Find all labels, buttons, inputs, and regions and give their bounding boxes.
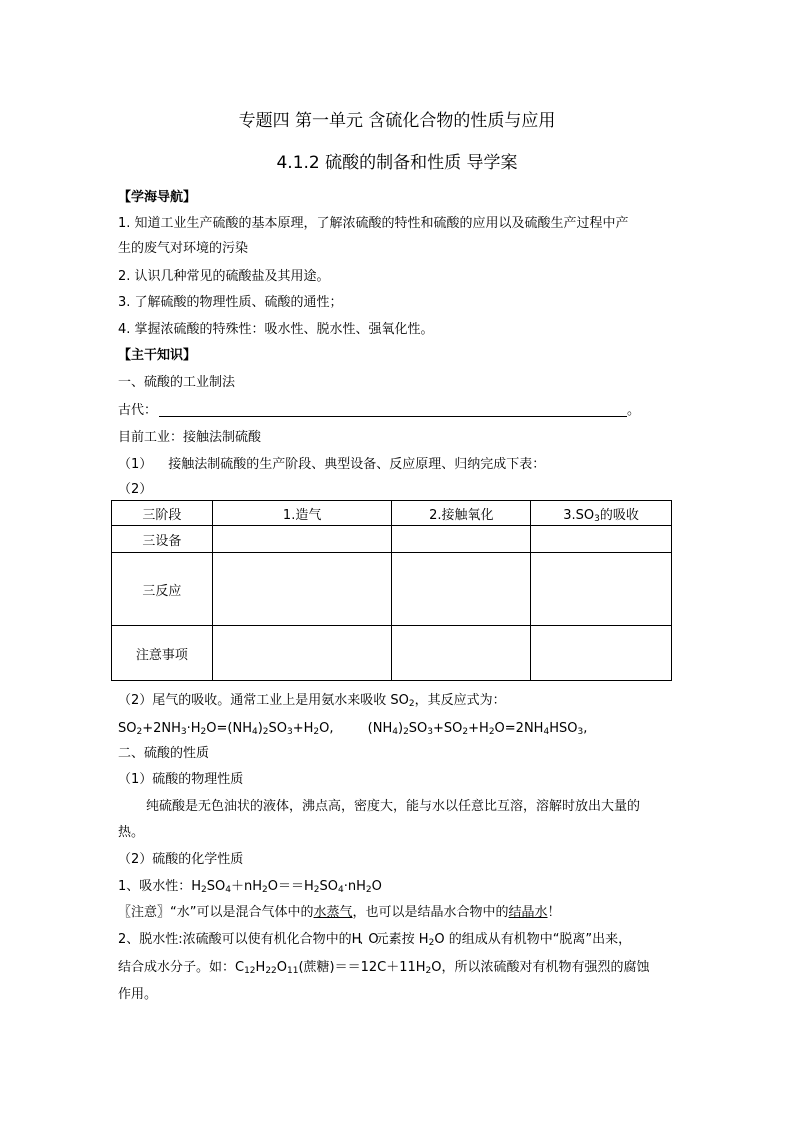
guide-item-1-line-1: 1. 知道工业生产硫酸的基本原理，了解浓硫酸的特性和硫酸的应用以及硫酸生产过程中产: [118, 216, 629, 231]
table-cell[interactable]: [392, 526, 531, 553]
eq-text: +SO: [433, 721, 463, 736]
ancient-end: 。: [627, 403, 641, 418]
header-subscript: 3: [594, 513, 600, 524]
step-1-number: （1）: [118, 457, 153, 472]
dehydr-text: 元素按 H: [375, 932, 429, 947]
eq-text: SO: [206, 879, 226, 894]
subscript: 2: [136, 727, 143, 737]
subscript: 4: [251, 727, 258, 737]
subscript: 2: [425, 966, 432, 976]
subscript: 4: [392, 727, 398, 737]
physical-line-1: 纯硫酸是无色油状的液体，沸点高，密度大，能与水以任意比互溶，溶解时放出大量的: [146, 799, 641, 814]
eq-text: SO: [319, 879, 338, 894]
table-header-cell: 1.造气: [212, 501, 392, 526]
table-cell[interactable]: [212, 526, 392, 553]
dehydration-line-3: 作用。: [118, 987, 158, 1002]
note-line: [118, 904, 561, 922]
subscript: 3: [577, 727, 584, 737]
equation-1: [118, 721, 334, 736]
subscript: 2: [488, 727, 495, 737]
eq-text: O=(NH: [206, 721, 252, 736]
physical-line-2: 热。: [118, 825, 145, 840]
page-title: 专题四 第一单元 含硫化合物的性质与应用: [238, 111, 556, 131]
eq-text: ,: [583, 721, 588, 736]
eq-text: O: [371, 879, 382, 894]
note-crystal-water: 结晶水: [508, 905, 548, 920]
eq-text: +H: [292, 721, 314, 736]
guide-item-2: 2. 认识几种常见的硫酸盐及其用途。: [118, 269, 330, 284]
fill-blank[interactable]: [159, 402, 627, 417]
subscript: 2: [200, 727, 207, 737]
table-row: [112, 553, 672, 626]
step-2-number: （2）: [118, 482, 153, 497]
tail-gas-line: [118, 692, 506, 710]
step-1-line: [118, 456, 545, 474]
row-label: 三反应: [112, 553, 213, 626]
section-2-heading: 二、硫酸的性质: [118, 746, 210, 761]
subscript: 2: [313, 727, 320, 737]
table-header-cell: 三阶段: [112, 501, 213, 526]
subscript: 2: [201, 885, 207, 895]
main-heading: 【主干知识】: [118, 348, 197, 363]
table-cell[interactable]: [212, 553, 392, 626]
dehydr-text: (蔗糖)＝＝12C＋11H: [298, 960, 426, 975]
page-subtitle: 4.1.2 硫酸的制备和性质 导学案: [276, 153, 518, 173]
subscript: 2: [403, 727, 409, 737]
dehydr-text: 结合成水分子。如：C: [118, 960, 245, 975]
ancient-label: 古代：: [118, 403, 158, 418]
dehydr-text: O 的组成从有机物中“脱离”出来，: [434, 932, 632, 947]
process-table: [111, 500, 672, 681]
header-absorb: 的吸收: [599, 507, 639, 523]
note-vapor: 水蒸气: [313, 905, 353, 920]
tail-gas-end: ，其反应式为：: [414, 693, 506, 708]
eq-text: O,: [319, 721, 334, 736]
eq-text: SO: [118, 721, 137, 736]
absorb-line: [118, 878, 382, 896]
chemical-heading: （2）硫酸的化学性质: [118, 852, 244, 867]
subscript: 2: [408, 699, 415, 709]
eq-text: +2NH: [142, 721, 181, 736]
eq-text: ·nH: [343, 879, 366, 894]
table-header-cell: 2.接触氧化: [392, 501, 531, 526]
row-label: 注意事项: [112, 626, 213, 681]
table-row: [112, 526, 672, 553]
eq-text: ): [257, 721, 263, 736]
subscript: 2: [428, 938, 435, 948]
table-header-row: [112, 501, 672, 526]
eq-text: 1、吸水性：H: [118, 879, 202, 894]
equation-line: [118, 720, 587, 738]
dehydration-line-1: [118, 931, 631, 949]
modern-method: 目前工业：接触法制硫酸: [118, 430, 262, 445]
subscript: 11: [287, 966, 299, 976]
guide-item-4: 4. 掌握浓硫酸的特殊性：吸水性、脱水性、强氧化性。: [118, 322, 434, 337]
eq-text: SO: [268, 721, 288, 736]
subscript: 3: [427, 727, 434, 737]
table-row: [112, 626, 672, 681]
table-cell[interactable]: [531, 553, 672, 626]
dehydr-text: O，所以浓硫酸对有机物有强烈的腐蚀: [431, 960, 650, 975]
dehydr-overlap: H、O: [351, 932, 376, 947]
dehydr-text: 2、脱水性:浓硫酸可以使有机化合物中的: [118, 932, 352, 947]
eq-text: O=2NH: [494, 721, 544, 736]
subscript: 2: [262, 885, 268, 895]
eq-text: +H: [468, 721, 489, 736]
eq-text: SO: [408, 721, 428, 736]
subscript: 12: [244, 966, 256, 976]
eq-text: (NH: [367, 721, 393, 736]
table-cell[interactable]: [212, 626, 392, 681]
row-label: 三设备: [112, 526, 213, 553]
subscript: 22: [265, 966, 277, 976]
table-cell[interactable]: [531, 526, 672, 553]
table-cell[interactable]: [531, 626, 672, 681]
guide-item-1-line-2: 生的废气对环境的污染: [118, 241, 249, 256]
table-cell[interactable]: [392, 553, 531, 626]
header-so: 3.SO: [563, 507, 595, 523]
note-text: 〖注意〗“水”可以是混合气体中的: [118, 905, 314, 920]
dehydration-line-2: [118, 959, 650, 977]
guide-item-3: 3. 了解硫酸的物理性质、硫酸的通性；: [118, 295, 343, 310]
ancient-method-line: [118, 402, 640, 420]
subscript: 2: [365, 885, 372, 895]
subscript: 4: [543, 727, 550, 737]
note-end: ！: [547, 905, 561, 920]
eq-text: HSO: [549, 721, 578, 736]
table-cell[interactable]: [392, 626, 531, 681]
subscript: 3: [180, 727, 187, 737]
eq-text: ·H: [186, 721, 201, 736]
subscript: 2: [262, 727, 269, 737]
tail-gas-text: （2）尾气的吸收。通常工业上是用氨水来吸收 SO: [118, 693, 409, 708]
subscript: 2: [462, 727, 469, 737]
table-header-cell: [531, 501, 672, 526]
eq-text: ＋nH: [231, 879, 263, 894]
physical-heading: （1）硫酸的物理性质: [118, 772, 244, 787]
guide-heading: 【学海导航】: [118, 190, 197, 205]
section-1-heading: 一、硫酸的工业制法: [118, 375, 236, 390]
subscript: 3: [287, 727, 293, 737]
step-1-text: 接触法制硫酸的生产阶段、典型设备、反应原理、归纳完成下表：: [168, 457, 546, 472]
subscript: 4: [337, 885, 344, 895]
eq-text: O＝＝H: [267, 879, 314, 894]
note-text: ，也可以是结晶水合物中的: [352, 905, 509, 920]
eq-text: ): [397, 721, 404, 736]
subscript: 4: [225, 885, 231, 895]
equation-2: [368, 721, 588, 736]
dehydr-text: H: [255, 960, 266, 975]
dehydr-text: O: [276, 960, 287, 975]
subscript: 2: [313, 885, 320, 895]
